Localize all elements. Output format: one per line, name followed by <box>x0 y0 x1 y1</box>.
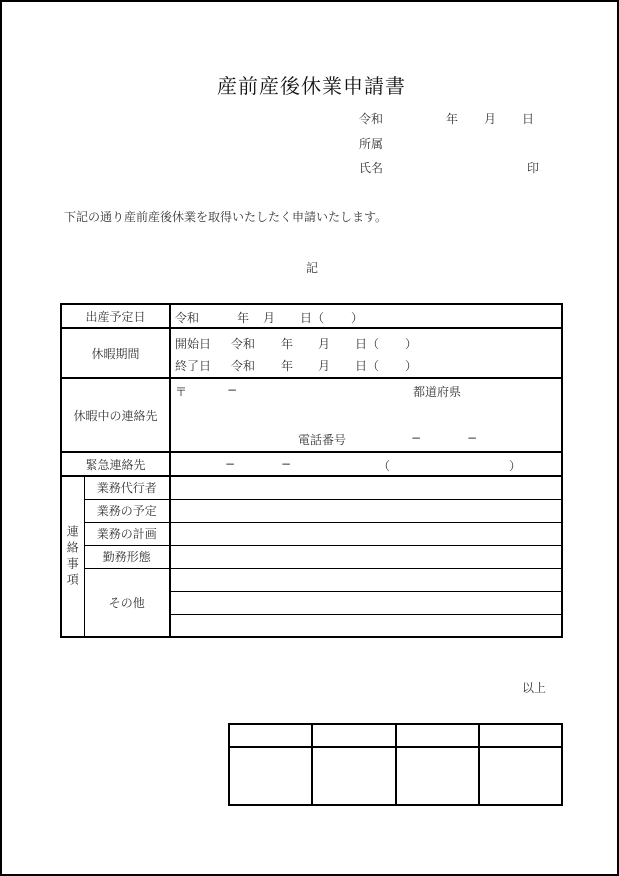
name-label: 氏名 <box>359 161 384 175</box>
stamp-box[interactable] <box>396 747 479 805</box>
notes-label-cell <box>61 476 84 637</box>
date-year: 年 <box>446 112 459 126</box>
emergency-close: ） <box>509 459 522 473</box>
date-era: 令和 <box>359 112 384 126</box>
notes-item-label: 業務代行者 <box>84 476 170 499</box>
notes-other-input[interactable] <box>170 614 562 637</box>
date-day: 日 <box>522 112 535 126</box>
notes-item-input[interactable] <box>170 499 562 522</box>
ijou-label: 以上 <box>522 681 547 695</box>
approval-stamp-table <box>228 723 563 806</box>
notes-row <box>61 499 562 522</box>
start-close: ） <box>405 337 418 351</box>
due-date-row <box>61 304 562 328</box>
phone-dash-1: − <box>411 431 422 445</box>
end-label: 終了日 <box>175 359 212 373</box>
end-day: 日（ <box>355 359 380 373</box>
stamp-header <box>312 724 395 747</box>
page-title: 産前産後休業申請書 <box>217 74 406 98</box>
start-day: 日（ <box>355 337 380 351</box>
start-label: 開始日 <box>175 337 212 351</box>
notes-item-label: 業務の予定 <box>84 499 170 522</box>
emergency-row <box>61 452 562 476</box>
notes-item-input[interactable] <box>170 476 562 499</box>
notes-row <box>61 568 562 591</box>
due-date-cell[interactable] <box>170 304 562 328</box>
contact-row <box>61 378 562 452</box>
postal-dash: − <box>227 383 238 397</box>
notes-other-input[interactable] <box>170 591 562 614</box>
notes-row <box>61 545 562 568</box>
notes-item-label: 勤務形態 <box>84 545 170 568</box>
notes-item-label: 業務の計画 <box>84 522 170 545</box>
stamp-box[interactable] <box>229 747 312 805</box>
due-era: 令和 <box>175 311 200 325</box>
notes-item-input[interactable] <box>170 522 562 545</box>
notes-row <box>61 522 562 545</box>
notes-label: 連絡事項 <box>65 524 80 589</box>
emergency-cell[interactable] <box>170 452 562 476</box>
prefecture-label: 都道府県 <box>413 385 462 399</box>
due-day: 日（ <box>300 311 325 325</box>
intro-text: 下記の通り産前産後休業を取得いたしたく申請いたします。 <box>64 210 388 224</box>
ki-label: 記 <box>306 261 319 275</box>
notes-row <box>61 476 562 499</box>
stamp-box[interactable] <box>479 747 562 805</box>
emergency-open: （ <box>378 459 391 473</box>
due-month: 月 <box>263 311 276 325</box>
details-table <box>60 303 563 638</box>
start-month: 月 <box>318 337 331 351</box>
leave-period-label: 休暇期間 <box>61 328 170 378</box>
start-era: 令和 <box>231 337 256 351</box>
end-era: 令和 <box>231 359 256 373</box>
emergency-dash-2: − <box>281 457 292 471</box>
leave-period-cell[interactable] <box>170 328 562 378</box>
stamp-box[interactable] <box>312 747 395 805</box>
phone-dash-2: − <box>467 431 478 445</box>
phone-label: 電話番号 <box>298 433 347 447</box>
stamp-header <box>396 724 479 747</box>
end-month: 月 <box>318 359 331 373</box>
seal-mark: 印 <box>527 161 540 175</box>
postal-mark: 〒 <box>175 385 188 399</box>
stamp-header <box>229 724 312 747</box>
due-year: 年 <box>237 311 250 325</box>
emergency-label: 緊急連絡先 <box>61 452 170 476</box>
notes-other-input[interactable] <box>170 568 562 591</box>
emergency-dash-1: − <box>225 457 236 471</box>
start-year: 年 <box>281 337 294 351</box>
stamp-header <box>479 724 562 747</box>
end-year: 年 <box>281 359 294 373</box>
contact-label: 休暇中の連絡先 <box>61 378 170 452</box>
contact-cell[interactable] <box>170 378 562 452</box>
leave-period-row <box>61 328 562 378</box>
affiliation-label: 所属 <box>359 137 384 151</box>
notes-item-input[interactable] <box>170 545 562 568</box>
date-month: 月 <box>484 112 497 126</box>
end-close: ） <box>405 359 418 373</box>
due-close: ） <box>351 311 364 325</box>
notes-other-label: その他 <box>84 568 170 637</box>
due-date-label: 出産予定日 <box>61 304 170 328</box>
